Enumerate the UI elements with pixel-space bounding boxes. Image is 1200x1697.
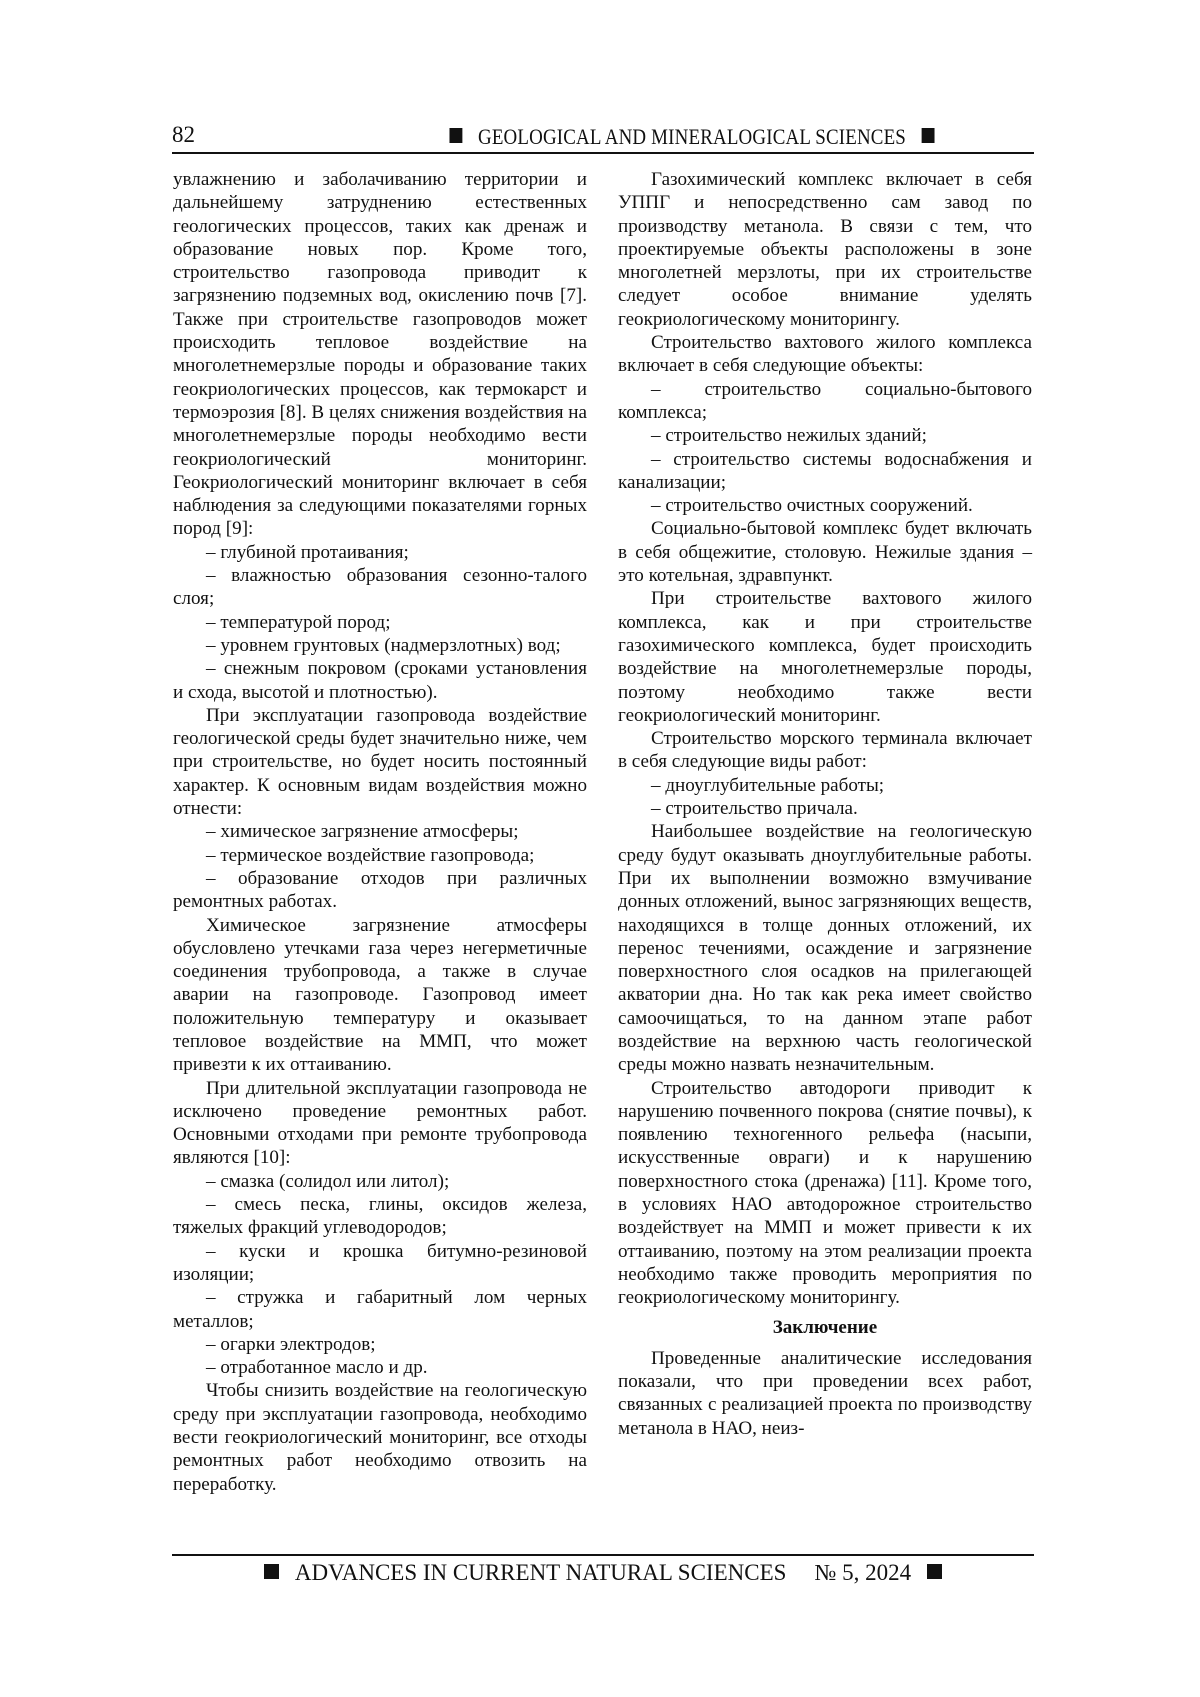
paragraph: Социально-бытовой комплекс будет включать в себя общежитие, столовую. Нежилые здания – это котельная, здравпункт. — [618, 517, 1032, 587]
paragraph-continued: увлажнению и заболачиванию территории и дальнейшему затруднению естественных геологических процессов, таких как дренаж и образование новых пор. Кроме того, строительство газопровода приводит к загрязнению подземных вод, окислению почв [7]. Также при строительстве газопроводов может происходить тепловое воздействие на многолетнемерзлые породы и образование таких геокриологических процессов, как термокарст и термоэрозия [8]. В целях снижения воздействия на многолетнемерзлые породы необходимо вести геокриологический мониторинг. Геокриологический мониторинг включает в себя наблюдения за следующими показателями горных пород [9]: — [173, 168, 587, 541]
list-item: – смесь песка, глины, оксидов железа, тяжелых фракций углеводородов; — [173, 1193, 587, 1240]
list-item: – смазка (солидол или литол); — [173, 1170, 587, 1193]
right-column — [618, 168, 1032, 1440]
paragraph: Проведенные аналитические исследования показали, что при проведении всех работ, связанных с реализацией проекта по производству метанола в НАО, неиз- — [618, 1347, 1032, 1440]
list-item: – строительство социально-бытового комплекса; — [618, 378, 1032, 425]
footer-rule — [172, 1554, 1034, 1556]
section-heading: Заключение — [618, 1316, 1032, 1339]
paragraph: Наибольшее воздействие на геологическую среду будут оказывать дноуглубительные работы. При их выполнении возможно взмучивание донных отложений, вынос загрязняющих веществ, находящихся в толще донных отложений, их перенос течениями, осаждение и загрязнение поверхностного слоя осадков на прилегающей акватории дна. Но так как река имеет свойство самоочищаться, то на данном этапе работ воздействие на верхнюю часть геологической среды можно назвать незначительным. — [618, 820, 1032, 1076]
running-footer — [172, 1560, 1034, 1586]
list-item: – строительство очистных сооружений. — [618, 494, 1032, 517]
paragraph: Чтобы снизить воздействие на геологическую среду при эксплуатации газопровода, необходимо вести геокриологический мониторинг, все отходы ремонтных работ необходимо отвозить на переработку. — [173, 1379, 587, 1495]
list-item: – огарки электродов; — [173, 1333, 587, 1356]
paragraph: Строительство вахтового жилого комплекса включает в себя следующие объекты: — [618, 331, 1032, 378]
square-bullet-icon — [264, 1564, 279, 1579]
page-number: 82 — [172, 122, 195, 148]
list-item: – влажностью образования сезонно-талого слоя; — [173, 564, 587, 611]
list-item: – строительство причала. — [618, 797, 1032, 820]
paragraph: Строительство автодороги приводит к нарушению почвенного покрова (снятие почвы), к появлению техногенного рельефа (насыпи, искусственные овраги) и к нарушению поверхностного стока (дренажа) [11]. Кроме того, в условиях НАО автодорожное строительство воздействует на ММП и может привести к их оттаиванию, поэтому на этом реализации проекта необходимо также проводить мероприятия по геокриологическому мониторингу. — [618, 1077, 1032, 1310]
list-item: – отработанное масло и др. — [173, 1356, 587, 1379]
list-item: – стружка и габаритный лом черных металлов; — [173, 1286, 587, 1333]
list-item: – термическое воздействие газопровода; — [173, 844, 587, 867]
left-column — [173, 168, 587, 1496]
paragraph: Химическое загрязнение атмосферы обусловлено утечками газа через негерметичные соединения трубопровода, а также в случае аварии на газопроводе. Газопровод имеет положительную температуру и оказывает тепловое воздействие на ММП, что может привезти к их оттаиванию. — [173, 914, 587, 1077]
paragraph: При длительной эксплуатации газопровода не исключено проведение ремонтных работ. Основными отходами при ремонте трубопровода являются [10]: — [173, 1077, 587, 1170]
list-item: – глубиной протаивания; — [173, 541, 587, 564]
list-item: – снежным покровом (сроками установления и схода, высотой и плотностью). — [173, 657, 587, 704]
square-bullet-icon — [921, 128, 934, 143]
paragraph: При эксплуатации газопровода воздействие геологической среды будет значительно ниже, чем при строительстве, но будет носить постоянный характер. К основным видам воздействия можно отнести: — [173, 704, 587, 820]
list-item: – температурой пород; — [173, 611, 587, 634]
running-header — [172, 118, 1034, 154]
section-title-text: GEOLOGICAL AND MINERALOGICAL SCIENCES — [478, 124, 906, 149]
list-item: – химическое загрязнение атмосферы; — [173, 820, 587, 843]
list-item: – образование отходов при различных ремонтных работах. — [173, 867, 587, 914]
square-bullet-icon — [927, 1564, 942, 1579]
header-rule — [172, 152, 1034, 154]
square-bullet-icon — [450, 128, 463, 143]
list-item: – строительство системы водоснабжения и канализации; — [618, 448, 1032, 495]
list-item: – куски и крошка битумно-резиновой изоляции; — [173, 1240, 587, 1287]
paragraph: При строительстве вахтового жилого комплекса, как и при строительстве газохимического комплекса, будет происходить воздействие на многолетнемерзлые породы, поэтому необходимо также вести геокриологический мониторинг. — [618, 587, 1032, 727]
list-item: – уровнем грунтовых (надмерзлотных) вод; — [173, 634, 587, 657]
paragraph: Газохимический комплекс включает в себя УППГ и непосредственно сам завод по производству метанола. В связи с тем, что проектируемые объекты расположены в зоне многолетней мерзлоты, при их строительстве следует особое внимание уделять геокриологическому мониторингу. — [618, 168, 1032, 331]
list-item: – строительство нежилых зданий; — [618, 424, 1032, 447]
journal-name: ADVANCES IN CURRENT NATURAL SCIENCES — [295, 1560, 787, 1585]
issue-number: № 5, 2024 — [814, 1560, 911, 1585]
paragraph: Строительство морского терминала включает в себя следующие виды работ: — [618, 727, 1032, 774]
section-title — [374, 124, 1010, 150]
list-item: – дноуглубительные работы; — [618, 774, 1032, 797]
